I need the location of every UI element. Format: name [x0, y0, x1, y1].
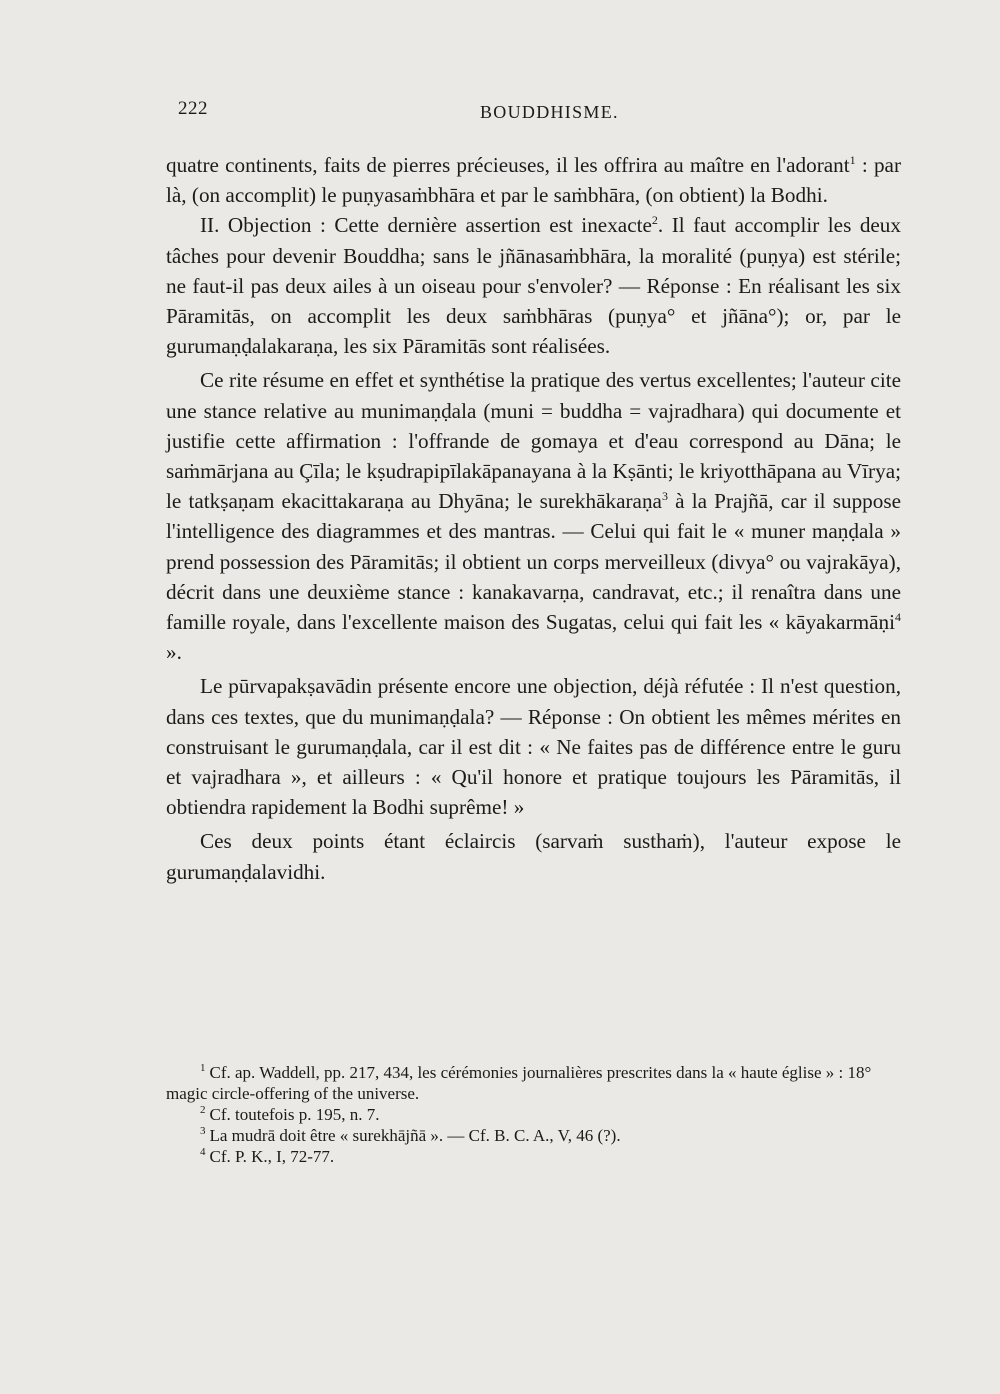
paragraph-text: ». — [166, 640, 182, 665]
footnote-ref: 2 — [651, 213, 658, 228]
paragraph-4 — [166, 671, 901, 822]
paragraph-text: Ces deux points étant éclaircis (sarvaṁ susthaṁ), l'auteur expose le gurumaṇḍalavidhi. — [166, 829, 901, 884]
footnote-text: Cf. toutefois p. 195, n. 7. — [209, 1105, 380, 1124]
paragraph-3 — [166, 365, 901, 667]
footnote-number: 1 — [200, 1062, 206, 1075]
footnote-1 — [166, 1062, 901, 1104]
footnote-4 — [166, 1146, 901, 1167]
footnote-number: 4 — [200, 1146, 206, 1159]
footnotes — [166, 1062, 901, 1167]
paragraph-2 — [166, 210, 901, 361]
paragraph-text: à la Prajñā, car il suppose l'intelligence des diagrammes et des mantras. — Celui qui fait le « muner maṇḍala » prend possession des Pāramitās; il obtient un corps merveilleux (divya° ou vajrakāya), décrit dans une deuxième stance : kanakavarṇa, candravat, etc.; il renaîtra dans une famille royale, dans l'excellente maison des Sugatas, celui qui fait les « kāyakarmāṇi — [166, 489, 901, 635]
footnote-ref: 3 — [661, 489, 668, 504]
footnote-text: Cf. P. K., I, 72-77. — [209, 1147, 335, 1166]
paragraph-text: II. Objection : Cette dernière assertion est inexacte — [200, 213, 652, 238]
body-text — [166, 150, 901, 887]
footnote-text: Cf. ap. Waddell, pp. 217, 434, les cérémonies journalières prescrites dans la « haute église » : 18° magic circle-offering of the universe. — [166, 1063, 872, 1103]
footnote-ref: 1 — [849, 152, 856, 167]
paragraph-text: Le pūrvapakṣavādin présente encore une objection, déjà réfutée : Il n'est question, dans ces textes, que du munimaṇḍala? — Réponse : On obtient les mêmes mérites en construisant le gurumaṇḍala, car il est dit : « Ne faites pas de différence entre le guru et vajradhara », et ailleurs : « Qu'il honore et pratique toujours les Pāramitās, il obtiendra rapidement la Bodhi suprême! » — [166, 674, 901, 820]
footnote-3 — [166, 1125, 901, 1146]
page-number: 222 — [178, 98, 208, 119]
footnote-number: 3 — [200, 1125, 206, 1138]
footnote-number: 2 — [200, 1104, 206, 1117]
running-head — [178, 98, 898, 132]
paragraph-text: Ce rite résume en effet et synthétise la pratique des vertus excellentes; l'auteur cite une stance relative au munimaṇḍala (muni = buddha = vajradhara) qui documente et justifie cette affirmation : l'offrande de gomaya et d'eau correspond au Dāna; le saṁmārjana au Çīla; le kṣudrapipīlakāpanayana à la Kṣānti; le kriyotthāpana au Vīrya; le tatkṣaṇam ekacittakaraṇa au Dhyāna; le surekhākaraṇa — [166, 368, 901, 514]
paragraph-1 — [166, 150, 901, 210]
paragraph-5 — [166, 826, 901, 886]
paragraph-text: : par là, (on accomplit) le puṇyasaṁbhāra et par le saṁbhāra, (on obtient) la Bodhi. — [166, 153, 901, 208]
paragraph-text: quatre continents, faits de pierres précieuses, il les offrira au maître en l'adorant — [166, 153, 850, 177]
paragraph-text: . Il faut accomplir les deux tâches pour devenir Bouddha; sans le jñānasaṁbhāra, la moralité (puṇya) est stérile; ne faut-il pas deux ailes à un oiseau pour s'envoler? — Réponse : En réalisant les six Pāramitās, on accomplit les deux saṁbhāras (puṇya° et jñāna°); or, par le gurumaṇḍalakaraṇa, les six Pāramitās sont réalisées. — [166, 213, 901, 359]
running-title: BOUDDHISME. — [480, 102, 619, 122]
footnote-2 — [166, 1104, 901, 1125]
footnote-ref: 4 — [895, 609, 901, 624]
footnote-text: La mudrā doit être « surekhājñā ». — Cf. B. C. A., V, 46 (?). — [209, 1126, 621, 1145]
